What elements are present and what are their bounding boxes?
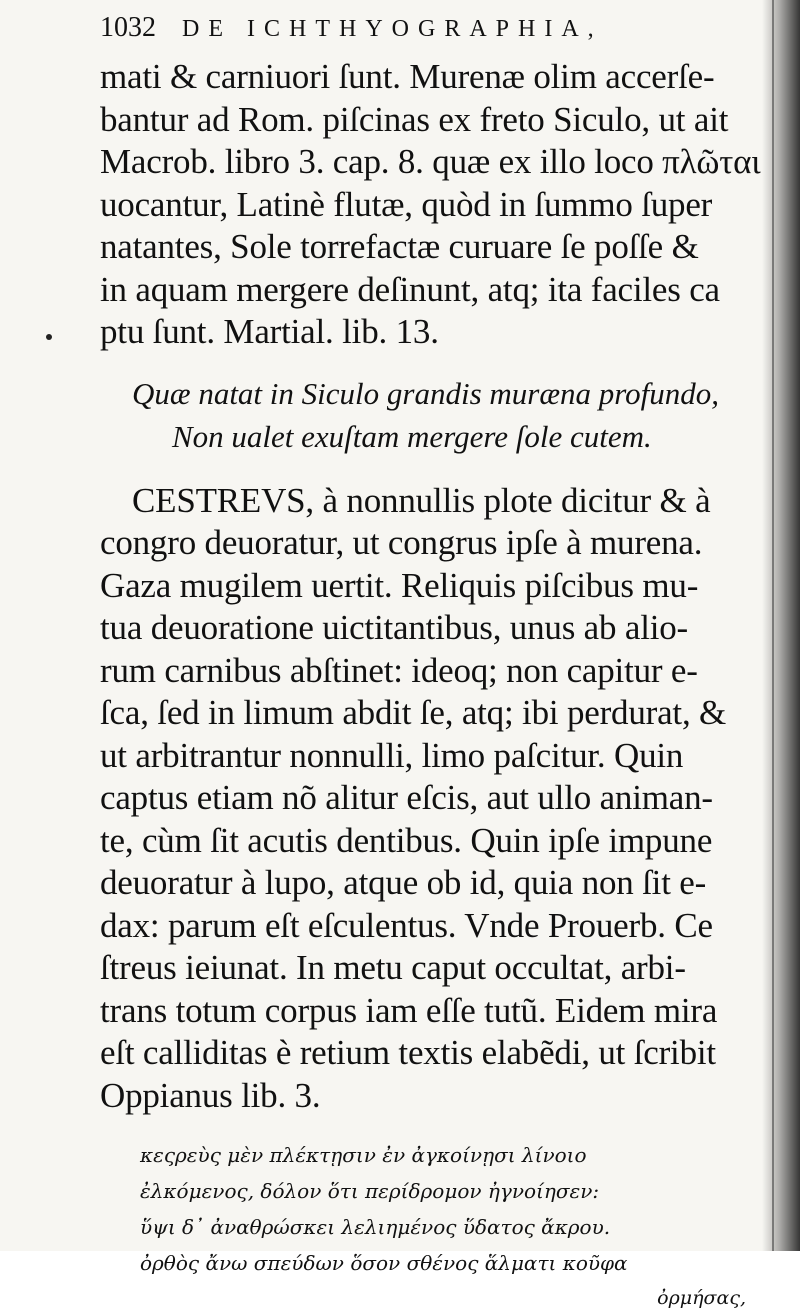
text-line: congro deuoratur, ut congrus ipſe à murena. bbox=[100, 523, 703, 562]
catchword: ὀρμήσας, bbox=[657, 1287, 746, 1309]
text-line: in aquam mergere deſinunt, atq; ita faciles ca bbox=[100, 269, 720, 309]
text-line: Gaza mugilem uertit. Reliquis piſcibus mu- bbox=[100, 565, 699, 605]
text-line: CESTREVS, à nonnullis plote dicitur & à bbox=[132, 480, 711, 520]
text-line: natantes, Sole torrefactæ curuare ſe poſſe & bbox=[100, 227, 699, 266]
running-header bbox=[100, 12, 750, 56]
page-number: 1032 bbox=[100, 12, 156, 43]
paragraph-cestreus bbox=[100, 480, 750, 1118]
text-line: trans totum corpus iam eſſe tutũ. Eidem mira bbox=[100, 990, 718, 1030]
text-line: dax: parum eſt eſculentus. Vnde Prouerb. Ce bbox=[100, 905, 713, 945]
verse-line: Non ualet exuſtam mergere ſole cutem. bbox=[172, 418, 652, 454]
running-title: DE ICHTHYOGRAPHIA, bbox=[182, 16, 603, 42]
text-line: ptu ſunt. Martial. lib. 13. bbox=[100, 312, 439, 351]
text-line: ut arbitrantur nonnulli, limo paſcitur. Quin bbox=[100, 735, 684, 775]
greek-line: ὕψι δ᾽ ἀναθρώσκει λελιημένος ὕδατος ἄκρου. bbox=[140, 1215, 611, 1239]
binding-edge bbox=[772, 0, 774, 1251]
text-line: tua deuoratione uictitantibus, unus ab alio- bbox=[100, 608, 688, 647]
greek-quotation bbox=[100, 1137, 750, 1315]
text-line: rum carnibus abſtinet: ideoq; non capitur e- bbox=[100, 650, 698, 690]
text-line: bantur ad Rom. piſcinas ex freto Siculo, ut ait bbox=[100, 99, 729, 139]
text-line: ſca, ſed in limum abdit ſe, atq; ibi perdurat, & bbox=[100, 693, 727, 732]
text-line: eſt calliditas è retium textis elabẽdi, ut ſcribit bbox=[100, 1033, 716, 1072]
page-text bbox=[100, 12, 761, 1315]
text-line: ſtreus ieiunat. In metu caput occultat, arbi- bbox=[100, 948, 686, 987]
text-line: uocantur, Latinè flutæ, quòd in ſummo ſuper bbox=[100, 184, 713, 224]
text-line: te, cùm ſit acutis dentibus. Quin ipſe impune bbox=[100, 820, 713, 860]
greek-line: ὀρθὸς ἄνω σπεύδων ὅσον σθένος ἅλματι κοῦφα bbox=[140, 1251, 628, 1275]
margin-mark bbox=[46, 334, 52, 340]
verse-line: Quæ natat in Siculo grandis muræna profundo, bbox=[132, 375, 720, 411]
text-line: Oppianus lib. 3. bbox=[100, 1075, 321, 1115]
greek-line: κεςρεὺς μὲν πλέκτῃσιν ἐν ἀγκοίνῃσι λίνοιο bbox=[140, 1143, 587, 1167]
paragraph-murena bbox=[100, 56, 761, 354]
text-line: Macrob. libro 3. cap. 8. quæ ex illo loco πλῶται bbox=[100, 142, 761, 181]
text-line: deuoratur à lupo, atque ob id, quia non ſit e- bbox=[100, 863, 707, 902]
verse-quotation bbox=[100, 372, 750, 458]
binding-shadow bbox=[762, 0, 800, 1251]
text-line: mati & carniuori ſunt. Murenæ olim accerſe- bbox=[100, 57, 715, 96]
greek-line: ἐλκόμενος, δόλον ὅτι περίδρομον ἠγνοίησεν: bbox=[140, 1179, 600, 1203]
text-line: captus etiam nõ alitur eſcis, aut ullo animan- bbox=[100, 778, 713, 817]
